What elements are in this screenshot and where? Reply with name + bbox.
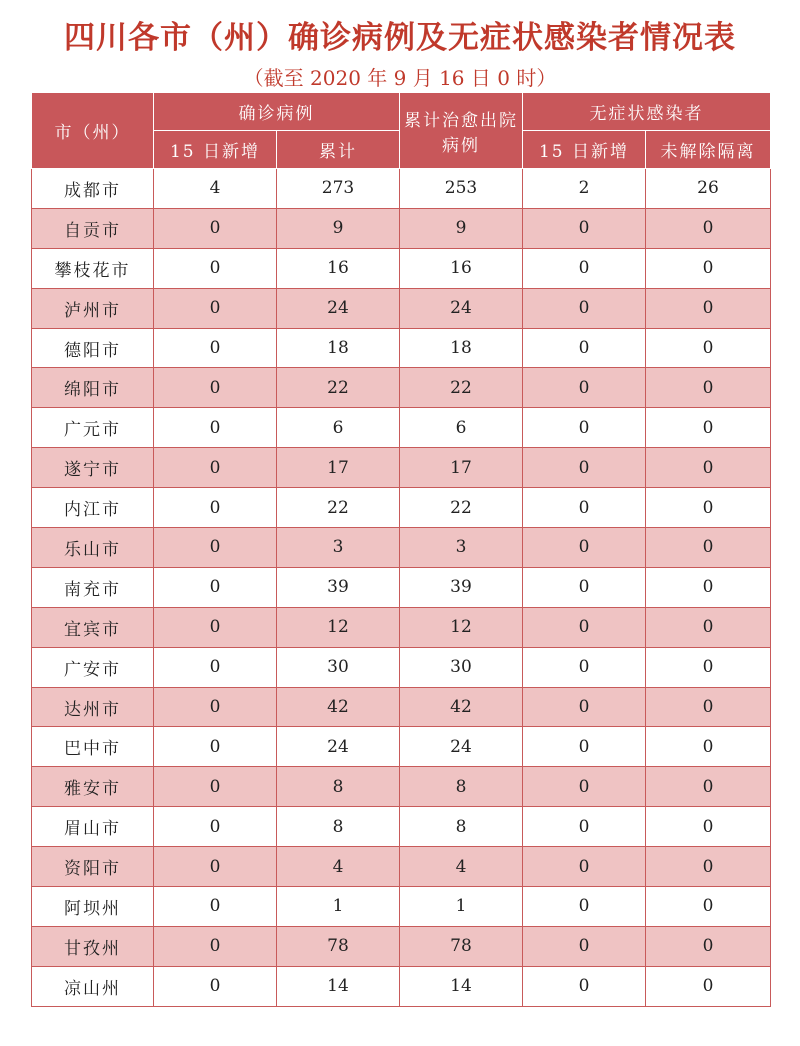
quarantine-cell: 0 xyxy=(646,368,771,408)
total-confirmed-cell: 6 xyxy=(277,408,400,448)
quarantine-cell: 0 xyxy=(646,887,771,927)
discharged-cell: 9 xyxy=(400,208,523,248)
new-asymptomatic-cell: 0 xyxy=(523,847,646,887)
new-confirmed-cell: 0 xyxy=(154,847,277,887)
total-confirmed-cell: 22 xyxy=(277,368,400,408)
new-confirmed-cell: 0 xyxy=(154,288,277,328)
quarantine-cell: 0 xyxy=(646,448,771,488)
discharged-cell: 16 xyxy=(400,248,523,288)
header-under-quarantine: 未解除隔离 xyxy=(646,131,771,169)
discharged-cell: 4 xyxy=(400,847,523,887)
city-cell: 资阳市 xyxy=(32,847,154,887)
new-confirmed-cell: 0 xyxy=(154,448,277,488)
new-asymptomatic-cell: 0 xyxy=(523,368,646,408)
quarantine-cell: 0 xyxy=(646,966,771,1006)
header-total-confirmed: 累计 xyxy=(277,131,400,169)
total-confirmed-cell: 18 xyxy=(277,328,400,368)
total-confirmed-cell: 17 xyxy=(277,448,400,488)
quarantine-cell: 0 xyxy=(646,647,771,687)
new-confirmed-cell: 0 xyxy=(154,926,277,966)
table-row xyxy=(32,567,771,607)
new-asymptomatic-cell: 0 xyxy=(523,408,646,448)
quarantine-cell: 0 xyxy=(646,607,771,647)
table-row xyxy=(32,169,771,209)
table-row xyxy=(32,687,771,727)
table-row xyxy=(32,328,771,368)
new-asymptomatic-cell: 0 xyxy=(523,647,646,687)
new-asymptomatic-cell: 0 xyxy=(523,607,646,647)
new-confirmed-cell: 0 xyxy=(154,328,277,368)
total-confirmed-cell: 9 xyxy=(277,208,400,248)
total-confirmed-cell: 39 xyxy=(277,567,400,607)
header-discharged: 累计治愈出院病例 xyxy=(400,93,523,169)
table-row xyxy=(32,368,771,408)
page-title: 四川各市（州）确诊病例及无症状感染者情况表 xyxy=(64,20,736,56)
new-confirmed-cell: 0 xyxy=(154,248,277,288)
header-new-asymptomatic: 15 日新增 xyxy=(523,131,646,169)
total-confirmed-cell: 12 xyxy=(277,607,400,647)
total-confirmed-cell: 16 xyxy=(277,248,400,288)
table-row xyxy=(32,408,771,448)
total-confirmed-cell: 22 xyxy=(277,488,400,528)
discharged-cell: 39 xyxy=(400,567,523,607)
total-confirmed-cell: 42 xyxy=(277,687,400,727)
new-asymptomatic-cell: 0 xyxy=(523,288,646,328)
city-cell: 绵阳市 xyxy=(32,368,154,408)
quarantine-cell: 0 xyxy=(646,687,771,727)
new-confirmed-cell: 0 xyxy=(154,368,277,408)
new-asymptomatic-cell: 0 xyxy=(523,528,646,568)
total-confirmed-cell: 78 xyxy=(277,926,400,966)
header-city: 市（州） xyxy=(32,93,154,169)
table-row xyxy=(32,807,771,847)
table-row xyxy=(32,647,771,687)
new-asymptomatic-cell: 0 xyxy=(523,807,646,847)
city-cell: 宜宾市 xyxy=(32,607,154,647)
total-confirmed-cell: 24 xyxy=(277,727,400,767)
total-confirmed-cell: 30 xyxy=(277,647,400,687)
new-asymptomatic-cell: 0 xyxy=(523,887,646,927)
discharged-cell: 22 xyxy=(400,368,523,408)
table-row xyxy=(32,966,771,1006)
discharged-cell: 17 xyxy=(400,448,523,488)
quarantine-cell: 0 xyxy=(646,208,771,248)
new-confirmed-cell: 0 xyxy=(154,208,277,248)
city-cell: 攀枝花市 xyxy=(32,248,154,288)
discharged-cell: 8 xyxy=(400,807,523,847)
new-confirmed-cell: 0 xyxy=(154,966,277,1006)
quarantine-cell: 0 xyxy=(646,528,771,568)
total-confirmed-cell: 8 xyxy=(277,807,400,847)
total-confirmed-cell: 1 xyxy=(277,887,400,927)
discharged-cell: 6 xyxy=(400,408,523,448)
new-asymptomatic-cell: 0 xyxy=(523,208,646,248)
city-cell: 眉山市 xyxy=(32,807,154,847)
new-confirmed-cell: 0 xyxy=(154,687,277,727)
city-cell: 德阳市 xyxy=(32,328,154,368)
new-confirmed-cell: 0 xyxy=(154,807,277,847)
new-confirmed-cell: 0 xyxy=(154,488,277,528)
discharged-cell: 14 xyxy=(400,966,523,1006)
new-asymptomatic-cell: 0 xyxy=(523,567,646,607)
table-body xyxy=(32,169,771,1007)
new-confirmed-cell: 0 xyxy=(154,528,277,568)
case-table xyxy=(31,92,771,1007)
quarantine-cell: 0 xyxy=(646,926,771,966)
total-confirmed-cell: 24 xyxy=(277,288,400,328)
total-confirmed-cell: 14 xyxy=(277,966,400,1006)
new-asymptomatic-cell: 0 xyxy=(523,727,646,767)
new-confirmed-cell: 0 xyxy=(154,567,277,607)
new-confirmed-cell: 0 xyxy=(154,767,277,807)
discharged-cell: 253 xyxy=(400,169,523,209)
city-cell: 成都市 xyxy=(32,169,154,209)
quarantine-cell: 0 xyxy=(646,847,771,887)
city-cell: 遂宁市 xyxy=(32,448,154,488)
new-confirmed-cell: 0 xyxy=(154,727,277,767)
discharged-cell: 3 xyxy=(400,528,523,568)
discharged-cell: 42 xyxy=(400,687,523,727)
discharged-cell: 18 xyxy=(400,328,523,368)
new-asymptomatic-cell: 0 xyxy=(523,488,646,528)
city-cell: 雅安市 xyxy=(32,767,154,807)
header-new-confirmed: 15 日新增 xyxy=(154,131,277,169)
table-row xyxy=(32,767,771,807)
new-asymptomatic-cell: 0 xyxy=(523,687,646,727)
city-cell: 巴中市 xyxy=(32,727,154,767)
new-asymptomatic-cell: 0 xyxy=(523,328,646,368)
city-cell: 广安市 xyxy=(32,647,154,687)
city-cell: 凉山州 xyxy=(32,966,154,1006)
total-confirmed-cell: 8 xyxy=(277,767,400,807)
new-asymptomatic-cell: 2 xyxy=(523,169,646,209)
table-row xyxy=(32,727,771,767)
table-row xyxy=(32,847,771,887)
city-cell: 甘孜州 xyxy=(32,926,154,966)
new-confirmed-cell: 0 xyxy=(154,408,277,448)
discharged-cell: 22 xyxy=(400,488,523,528)
quarantine-cell: 0 xyxy=(646,408,771,448)
quarantine-cell: 0 xyxy=(646,767,771,807)
table-row xyxy=(32,208,771,248)
new-asymptomatic-cell: 0 xyxy=(523,966,646,1006)
quarantine-cell: 0 xyxy=(646,328,771,368)
table-row xyxy=(32,887,771,927)
discharged-cell: 8 xyxy=(400,767,523,807)
new-confirmed-cell: 0 xyxy=(154,607,277,647)
city-cell: 内江市 xyxy=(32,488,154,528)
city-cell: 自贡市 xyxy=(32,208,154,248)
discharged-cell: 30 xyxy=(400,647,523,687)
quarantine-cell: 26 xyxy=(646,169,771,209)
discharged-cell: 24 xyxy=(400,727,523,767)
total-confirmed-cell: 273 xyxy=(277,169,400,209)
table-row xyxy=(32,926,771,966)
table-row xyxy=(32,488,771,528)
quarantine-cell: 0 xyxy=(646,288,771,328)
quarantine-cell: 0 xyxy=(646,488,771,528)
city-cell: 达州市 xyxy=(32,687,154,727)
header-asymptomatic-group: 无症状感染者 xyxy=(523,93,771,131)
quarantine-cell: 0 xyxy=(646,248,771,288)
new-asymptomatic-cell: 0 xyxy=(523,448,646,488)
quarantine-cell: 0 xyxy=(646,807,771,847)
header-confirmed-group: 确诊病例 xyxy=(154,93,400,131)
new-asymptomatic-cell: 0 xyxy=(523,767,646,807)
discharged-cell: 1 xyxy=(400,887,523,927)
new-confirmed-cell: 0 xyxy=(154,647,277,687)
city-cell: 乐山市 xyxy=(32,528,154,568)
new-confirmed-cell: 0 xyxy=(154,887,277,927)
city-cell: 南充市 xyxy=(32,567,154,607)
city-cell: 广元市 xyxy=(32,408,154,448)
total-confirmed-cell: 4 xyxy=(277,847,400,887)
discharged-cell: 78 xyxy=(400,926,523,966)
discharged-cell: 12 xyxy=(400,607,523,647)
quarantine-cell: 0 xyxy=(646,727,771,767)
new-asymptomatic-cell: 0 xyxy=(523,926,646,966)
table-row xyxy=(32,248,771,288)
total-confirmed-cell: 3 xyxy=(277,528,400,568)
table-row xyxy=(32,528,771,568)
discharged-cell: 24 xyxy=(400,288,523,328)
table-row xyxy=(32,607,771,647)
city-cell: 泸州市 xyxy=(32,288,154,328)
page-subtitle: （截至 2020 年 9 月 16 日 0 时） xyxy=(243,66,557,90)
new-confirmed-cell: 4 xyxy=(154,169,277,209)
table-row xyxy=(32,288,771,328)
table-row xyxy=(32,448,771,488)
city-cell: 阿坝州 xyxy=(32,887,154,927)
new-asymptomatic-cell: 0 xyxy=(523,248,646,288)
quarantine-cell: 0 xyxy=(646,567,771,607)
